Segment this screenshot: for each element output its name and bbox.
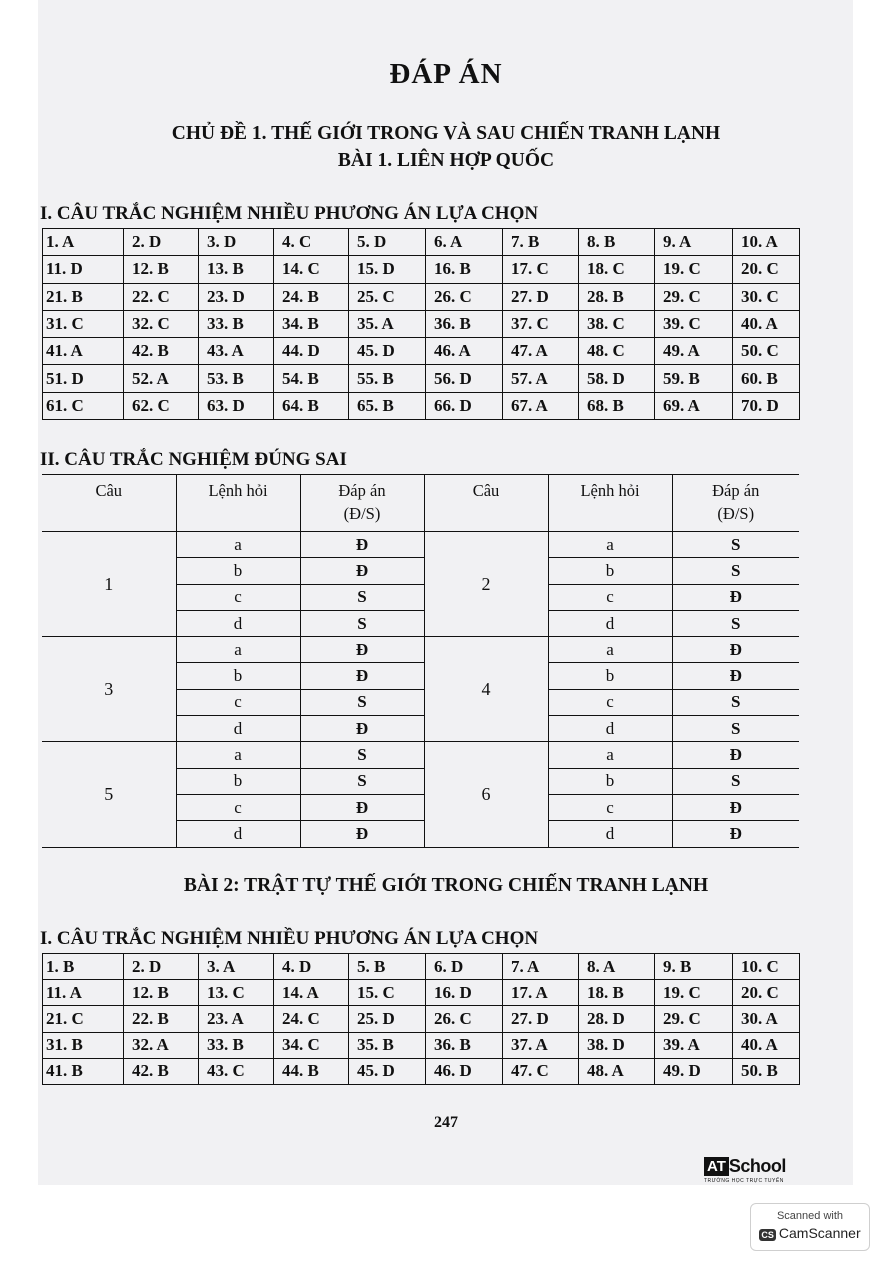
answer-cell: 61. C [43, 392, 124, 419]
statement-letter: a [176, 532, 300, 558]
page-title: ĐÁP ÁN [389, 58, 503, 90]
statement-letter: d [176, 716, 300, 742]
header-dap-an-left: Đáp án (Đ/S) [300, 475, 424, 532]
lesson2-heading: BÀI 2: TRẬT TỰ THẾ GIỚI TRONG CHIẾN TRANH LẠNH [183, 875, 709, 896]
answer-cell: 42. B [124, 338, 199, 365]
answer-cell: 38. D [579, 1032, 655, 1058]
answer-cell: 12. B [124, 256, 199, 283]
answer-cell: 41. A [43, 338, 124, 365]
answer-cell: 39. A [655, 1032, 733, 1058]
answer-cell: 63. D [199, 392, 274, 419]
answer-cell: 5. B [349, 954, 426, 980]
true-false-answer: Đ [672, 637, 799, 663]
answer-cell: 52. A [124, 365, 199, 392]
answer-cell: 7. B [503, 229, 579, 256]
answer-cell: 37. A [503, 1032, 579, 1058]
answer-cell: 55. B [349, 365, 426, 392]
answer-cell: 13. B [199, 256, 274, 283]
header-lenh-hoi-left: Lệnh hỏi [176, 475, 300, 532]
answer-cell: 6. D [426, 954, 503, 980]
answer-cell: 44. D [274, 338, 349, 365]
answer-cell: 42. B [124, 1058, 199, 1084]
question-number: 2 [424, 532, 548, 637]
answer-cell: 39. C [655, 310, 733, 337]
true-false-answer: S [672, 558, 799, 584]
answer-cell: 44. B [274, 1058, 349, 1084]
answer-cell: 48. A [579, 1058, 655, 1084]
answer-cell: 23. D [199, 283, 274, 310]
answer-cell: 40. A [733, 310, 800, 337]
statement-letter: d [548, 821, 672, 847]
answer-cell: 15. C [349, 980, 426, 1006]
answer-cell: 4. C [274, 229, 349, 256]
answer-cell: 62. C [124, 392, 199, 419]
answer-cell: 22. B [124, 1006, 199, 1032]
answer-cell: 15. D [349, 256, 426, 283]
answer-cell: 54. B [274, 365, 349, 392]
answer-cell: 59. B [655, 365, 733, 392]
answer-cell: 46. D [426, 1058, 503, 1084]
answer-cell: 17. C [503, 256, 579, 283]
answer-cell: 18. C [579, 256, 655, 283]
scanner-brand: CamScanner [778, 1225, 861, 1241]
lesson1-heading: BÀI 1. LIÊN HỢP QUỐC [337, 150, 555, 171]
statement-letter: b [548, 768, 672, 794]
page-number: 247 [434, 1114, 458, 1131]
statement-letter: a [176, 637, 300, 663]
header-cau-left: Câu [42, 475, 176, 532]
true-false-answer: S [300, 768, 424, 794]
answer-cell: 45. D [349, 1058, 426, 1084]
camscanner-badge [750, 1203, 870, 1251]
answer-cell: 21. C [43, 1006, 124, 1032]
answer-cell: 32. A [124, 1032, 199, 1058]
true-false-answer: Đ [672, 742, 799, 768]
answer-cell: 45. D [349, 338, 426, 365]
atschool-logo [704, 1156, 786, 1184]
answer-cell: 14. A [274, 980, 349, 1006]
lesson1-ts-heading: II. CÂU TRẮC NGHIỆM ĐÚNG SAI [40, 449, 347, 470]
statement-letter: d [176, 610, 300, 636]
answer-cell: 68. B [579, 392, 655, 419]
true-false-answer: Đ [300, 532, 424, 558]
answer-cell: 65. B [349, 392, 426, 419]
answer-cell: 26. C [426, 1006, 503, 1032]
answer-cell: 67. A [503, 392, 579, 419]
answer-cell: 64. B [274, 392, 349, 419]
answer-cell: 33. B [199, 1032, 274, 1058]
answer-cell: 43. A [199, 338, 274, 365]
logo-mark: AT [704, 1157, 729, 1176]
true-false-answer: Đ [672, 821, 799, 847]
answer-cell: 8. B [579, 229, 655, 256]
answer-cell: 2. D [124, 954, 199, 980]
logo-subtext: TRƯỜNG HỌC TRỰC TUYẾN [704, 1178, 784, 1184]
answer-cell: 4. D [274, 954, 349, 980]
statement-letter: a [548, 532, 672, 558]
answer-cell: 24. B [274, 283, 349, 310]
answer-cell: 30. A [733, 1006, 800, 1032]
answer-cell: 3. D [199, 229, 274, 256]
statement-letter: a [548, 742, 672, 768]
statement-letter: c [176, 689, 300, 715]
true-false-answer: S [672, 610, 799, 636]
answer-cell: 35. A [349, 310, 426, 337]
true-false-answer: Đ [300, 558, 424, 584]
answer-cell: 50. B [733, 1058, 800, 1084]
answer-cell: 18. B [579, 980, 655, 1006]
answer-cell: 47. A [503, 338, 579, 365]
true-false-answer: S [672, 532, 799, 558]
answer-cell: 66. D [426, 392, 503, 419]
statement-letter: c [176, 794, 300, 820]
statement-letter: c [548, 794, 672, 820]
true-false-answer: Đ [300, 637, 424, 663]
answer-cell: 9. B [655, 954, 733, 980]
statement-letter: a [548, 637, 672, 663]
statement-letter: d [548, 610, 672, 636]
statement-letter: a [176, 742, 300, 768]
statement-letter: d [548, 716, 672, 742]
answer-cell: 40. A [733, 1032, 800, 1058]
answer-cell: 34. C [274, 1032, 349, 1058]
answer-cell: 58. D [579, 365, 655, 392]
answer-cell: 27. D [503, 1006, 579, 1032]
answer-cell: 28. D [579, 1006, 655, 1032]
question-number: 4 [424, 637, 548, 742]
true-false-answer: Đ [300, 794, 424, 820]
answer-cell: 19. C [655, 980, 733, 1006]
answer-cell: 5. D [349, 229, 426, 256]
answer-cell: 10. A [733, 229, 800, 256]
answer-cell: 51. D [43, 365, 124, 392]
answer-cell: 37. C [503, 310, 579, 337]
answer-cell: 21. B [43, 283, 124, 310]
answer-cell: 49. A [655, 338, 733, 365]
logo-text: School [728, 1156, 786, 1176]
answer-cell: 20. C [733, 980, 800, 1006]
answer-cell: 33. B [199, 310, 274, 337]
question-number: 5 [42, 742, 176, 847]
answer-cell: 48. C [579, 338, 655, 365]
statement-letter: c [176, 584, 300, 610]
answer-cell: 17. A [503, 980, 579, 1006]
true-false-answer: S [300, 689, 424, 715]
answer-cell: 46. A [426, 338, 503, 365]
statement-letter: c [548, 689, 672, 715]
answer-cell: 35. B [349, 1032, 426, 1058]
answer-cell: 31. B [43, 1032, 124, 1058]
true-false-answer: S [672, 716, 799, 742]
answer-cell: 11. A [43, 980, 124, 1006]
answer-cell: 53. B [199, 365, 274, 392]
true-false-answer: Đ [300, 821, 424, 847]
answer-cell: 29. C [655, 1006, 733, 1032]
true-false-answer: S [300, 610, 424, 636]
lesson2-mc-answer-table [42, 953, 800, 1085]
answer-cell: 1. B [43, 954, 124, 980]
answer-cell: 31. C [43, 310, 124, 337]
answer-cell: 41. B [43, 1058, 124, 1084]
answer-cell: 36. B [426, 310, 503, 337]
statement-letter: b [176, 768, 300, 794]
true-false-answer: S [300, 584, 424, 610]
true-false-answer: Đ [300, 716, 424, 742]
answer-cell: 28. B [579, 283, 655, 310]
answer-cell: 43. C [199, 1058, 274, 1084]
answer-cell: 25. C [349, 283, 426, 310]
statement-letter: b [548, 558, 672, 584]
header-cau-right: Câu [424, 475, 548, 532]
answer-cell: 36. B [426, 1032, 503, 1058]
answer-cell: 9. A [655, 229, 733, 256]
answer-cell: 57. A [503, 365, 579, 392]
answer-cell: 27. D [503, 283, 579, 310]
lesson2-mc-heading: I. CÂU TRẮC NGHIỆM NHIỀU PHƯƠNG ÁN LỰA CHỌN [40, 928, 539, 949]
true-false-answer: S [300, 742, 424, 768]
answer-cell: 60. B [733, 365, 800, 392]
answer-cell: 2. D [124, 229, 199, 256]
question-number: 6 [424, 742, 548, 847]
answer-cell: 1. A [43, 229, 124, 256]
answer-cell: 23. A [199, 1006, 274, 1032]
camscanner-icon: CS [761, 1230, 774, 1240]
answer-cell: 50. C [733, 338, 800, 365]
statement-letter: b [176, 558, 300, 584]
answer-cell: 8. A [579, 954, 655, 980]
answer-cell: 14. C [274, 256, 349, 283]
true-false-answer: Đ [672, 663, 799, 689]
answer-cell: 19. C [655, 256, 733, 283]
answer-cell: 29. C [655, 283, 733, 310]
answer-cell: 34. B [274, 310, 349, 337]
answer-cell: 56. D [426, 365, 503, 392]
answer-cell: 7. A [503, 954, 579, 980]
scanner-caption: Scanned with [776, 1210, 844, 1222]
answer-cell: 47. C [503, 1058, 579, 1084]
true-false-answer: Đ [672, 584, 799, 610]
statement-letter: d [176, 821, 300, 847]
answer-cell: 32. C [124, 310, 199, 337]
answer-cell: 6. A [426, 229, 503, 256]
statement-letter: b [548, 663, 672, 689]
lesson1-true-false-table [42, 474, 799, 848]
answer-cell: 10. C [733, 954, 800, 980]
answer-cell: 25. D [349, 1006, 426, 1032]
answer-cell: 13. C [199, 980, 274, 1006]
answer-cell: 69. A [655, 392, 733, 419]
question-number: 3 [42, 637, 176, 742]
answer-cell: 3. A [199, 954, 274, 980]
lesson1-mc-heading: I. CÂU TRẮC NGHIỆM NHIỀU PHƯƠNG ÁN LỰA CHỌN [40, 203, 539, 224]
answer-cell: 16. D [426, 980, 503, 1006]
answer-cell: 16. B [426, 256, 503, 283]
true-false-answer: Đ [300, 663, 424, 689]
true-false-answer: Đ [672, 794, 799, 820]
answer-cell: 26. C [426, 283, 503, 310]
answer-cell: 49. D [655, 1058, 733, 1084]
header-lenh-hoi-right: Lệnh hỏi [548, 475, 672, 532]
answer-cell: 38. C [579, 310, 655, 337]
answer-cell: 30. C [733, 283, 800, 310]
lesson1-mc-answer-table [42, 228, 800, 420]
topic-heading: CHỦ ĐỀ 1. THẾ GIỚI TRONG VÀ SAU CHIẾN TRANH LẠNH [171, 123, 721, 144]
answer-cell: 11. D [43, 256, 124, 283]
answer-cell: 20. C [733, 256, 800, 283]
question-number: 1 [42, 532, 176, 637]
answer-cell: 24. C [274, 1006, 349, 1032]
answer-cell: 70. D [733, 392, 800, 419]
true-false-answer: S [672, 689, 799, 715]
answer-cell: 12. B [124, 980, 199, 1006]
header-dap-an-right: Đáp án (Đ/S) [672, 475, 799, 532]
statement-letter: b [176, 663, 300, 689]
answer-cell: 22. C [124, 283, 199, 310]
true-false-answer: S [672, 768, 799, 794]
statement-letter: c [548, 584, 672, 610]
